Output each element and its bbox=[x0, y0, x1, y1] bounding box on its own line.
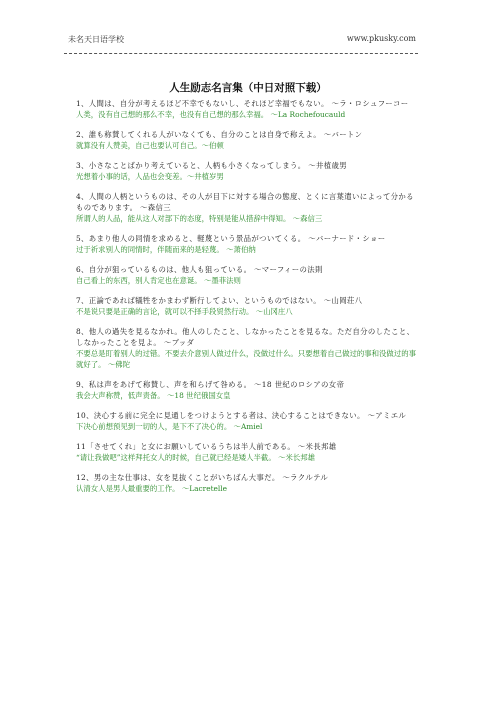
quote-item bbox=[76, 295, 421, 317]
quote-item bbox=[76, 379, 421, 401]
quote-item bbox=[76, 264, 421, 286]
header-school-name: 未名天日语学校 bbox=[68, 35, 124, 44]
header-website-url[interactable]: www.pkusky.com bbox=[346, 34, 416, 43]
quote-japanese: 7、正論であれば犠牲をかまわず断行してよい、というものではない。 ～山岡荘八 bbox=[76, 296, 363, 305]
quote-chinese: 过于祈求别人的同情时，伴随而来的是轻蔑。 ～萧伯纳 bbox=[76, 245, 256, 254]
quote-chinese: 不是说只要是正确的言论，就可以不择手段贸然行动。 ～山冈庄八 bbox=[76, 307, 293, 316]
quote-item bbox=[76, 326, 421, 370]
quote-item bbox=[76, 98, 421, 120]
header-divider bbox=[64, 53, 418, 54]
quote-chinese: 自己看上的东西，别人肯定也在意诞。 ～墨菲法则 bbox=[76, 276, 241, 285]
quote-japanese: 4、人間の人柄というものは、その人が目下に対する場合の態度、とくに言葉遣いによって分かるものであります。 ～森信三 bbox=[76, 192, 414, 212]
quote-item bbox=[76, 472, 421, 494]
quote-chinese: 不要总是盯着别人的过错。不要去介意别人做过什么，没做过什么。只要想着自己做过的事和没做过的事就好了。 ～佛陀 bbox=[76, 349, 416, 369]
quote-japanese: 5、あまり他人の同情を求めると、軽蔑という景品がついてくる。 ～バーナード・ショー bbox=[76, 234, 386, 243]
quote-chinese: 我会大声称赞，低声责备。 ～18 世纪俄国女皇 bbox=[76, 391, 231, 400]
quote-chinese: “请让我做吧”这样拜托女人的时候，自己就已经是矮人半截。 ～米长邦雄 bbox=[76, 453, 316, 462]
quote-chinese: 下决心前想预见到一切的人，是下不了决心的。 ～Amiel bbox=[76, 422, 263, 431]
quote-japanese: 2、誰も称賛してくれる人がいなくても、自分のことは自身で称えよ。 ～バートン bbox=[76, 130, 363, 139]
quote-chinese: 所谓人的人品，能从这人对部下的态度，特别是能从措辞中得知。 ～森信三 bbox=[76, 214, 323, 223]
quote-japanese: 1、人間は、自分が考えるほど不幸でもないし、それほど幸福でもない。 ～ラ・ロシュフーコー bbox=[76, 99, 409, 108]
quote-japanese: 9、私は声をあげて称賛し、声を和らげて咎める。 ～18 世紀のロシアの女帝 bbox=[76, 380, 345, 389]
quote-chinese: 认清女人是男人最重要的工作。 ～Lacretelle bbox=[76, 484, 228, 493]
quote-japanese: 6、自分が狙っているものは、他人も狙っている。 ～マーフィーの法則 bbox=[76, 265, 323, 274]
quote-item bbox=[76, 441, 421, 463]
document-title: 人生励志名言集（中日对照下载） bbox=[169, 82, 327, 94]
quote-list bbox=[76, 98, 421, 503]
quote-chinese: 人类，没有自己想的那么不幸，也没有自己想的那么幸福。 ～La Rochefoucauld bbox=[76, 110, 346, 119]
page-header bbox=[68, 34, 416, 46]
quote-item bbox=[76, 129, 421, 151]
quote-japanese: 8、他人の過失を見るなかれ。他人のしたこと、しなかったことを見るな。ただ自分のしたこと、しなかったことを見よ。 ～ブッダ bbox=[76, 327, 415, 347]
quote-chinese: 就算没有人赞美，自己也要认可自己。～伯顿 bbox=[76, 141, 224, 150]
quote-item bbox=[76, 410, 421, 432]
quote-item bbox=[76, 160, 421, 182]
quote-japanese: 3、小さなことばかり考えていると、人柄も小さくなってしまう。 ～井植歳男 bbox=[76, 161, 347, 170]
quote-japanese: 11「させてくれ」と女にお願いしているうちは半人前である。 ～米長邦雄 bbox=[76, 442, 337, 451]
quote-chinese: 光想着小事的话，人品也会变差。～井植岁男 bbox=[76, 172, 224, 181]
quote-japanese: 12、男の主な仕事は、女を見抜くことがいちばん大事だ。 ～ラクルテル bbox=[76, 473, 329, 482]
quote-japanese: 10、決心する前に完全に見通しをつけようとする者は、決心することはできない。 ～アミエル bbox=[76, 411, 407, 420]
quote-item bbox=[76, 191, 421, 224]
quote-item bbox=[76, 233, 421, 255]
